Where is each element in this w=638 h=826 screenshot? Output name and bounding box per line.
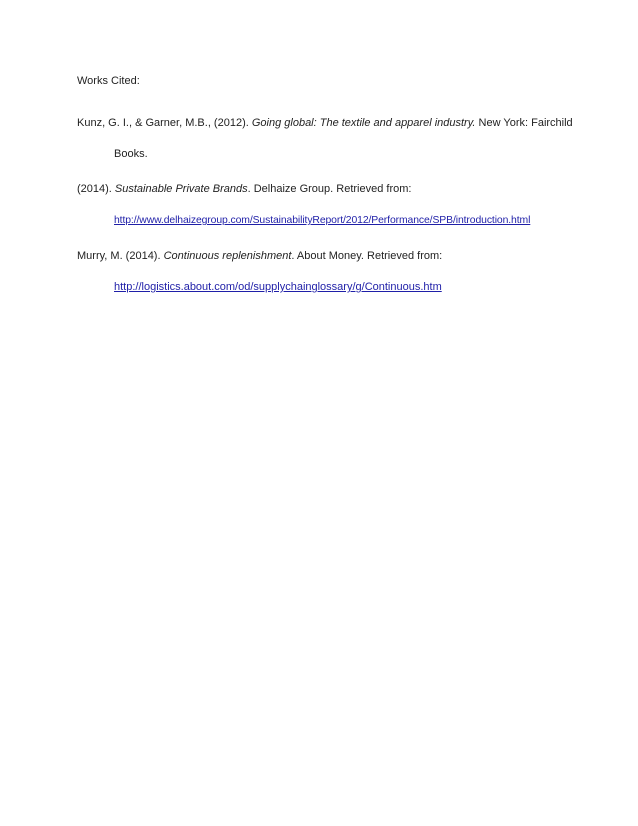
works-cited-section (77, 74, 577, 315)
reference-source: . About Money. Retrieved from: (291, 250, 443, 262)
reference-first-line (77, 249, 577, 263)
reference-url-line (77, 280, 577, 294)
reference-title: Continuous replenishment (163, 250, 292, 262)
reference-first-line (77, 182, 577, 196)
works-cited-heading: Works Cited: (77, 75, 140, 87)
reference-date: (2014). (77, 183, 115, 195)
reference-publisher: New York: Fairchild (475, 117, 573, 129)
reference-url-link[interactable]: http://logistics.about.com/od/supplychainglossary/g/Continuous.htm (114, 281, 442, 293)
reference-entry (77, 116, 577, 161)
reference-authors-date: Kunz, G. I., & Garner, M.B., (2012). (77, 117, 252, 129)
reference-authors-date: Murry, M. (2014). (77, 250, 164, 262)
reference-source: . Delhaize Group. Retrieved from: (247, 183, 412, 195)
reference-url-line (77, 213, 577, 228)
reference-title: Going global: The textile and apparel industry. (251, 117, 476, 129)
reference-continuation: Books. (114, 148, 148, 160)
reference-url-link[interactable]: http://www.delhaizegroup.com/SustainabilityReport/2012/Performance/SPB/introduction.html (114, 215, 531, 226)
reference-entry (77, 182, 577, 228)
reference-entry (77, 249, 577, 294)
reference-title: Sustainable Private Brands (114, 183, 248, 195)
reference-first-line (77, 116, 577, 130)
